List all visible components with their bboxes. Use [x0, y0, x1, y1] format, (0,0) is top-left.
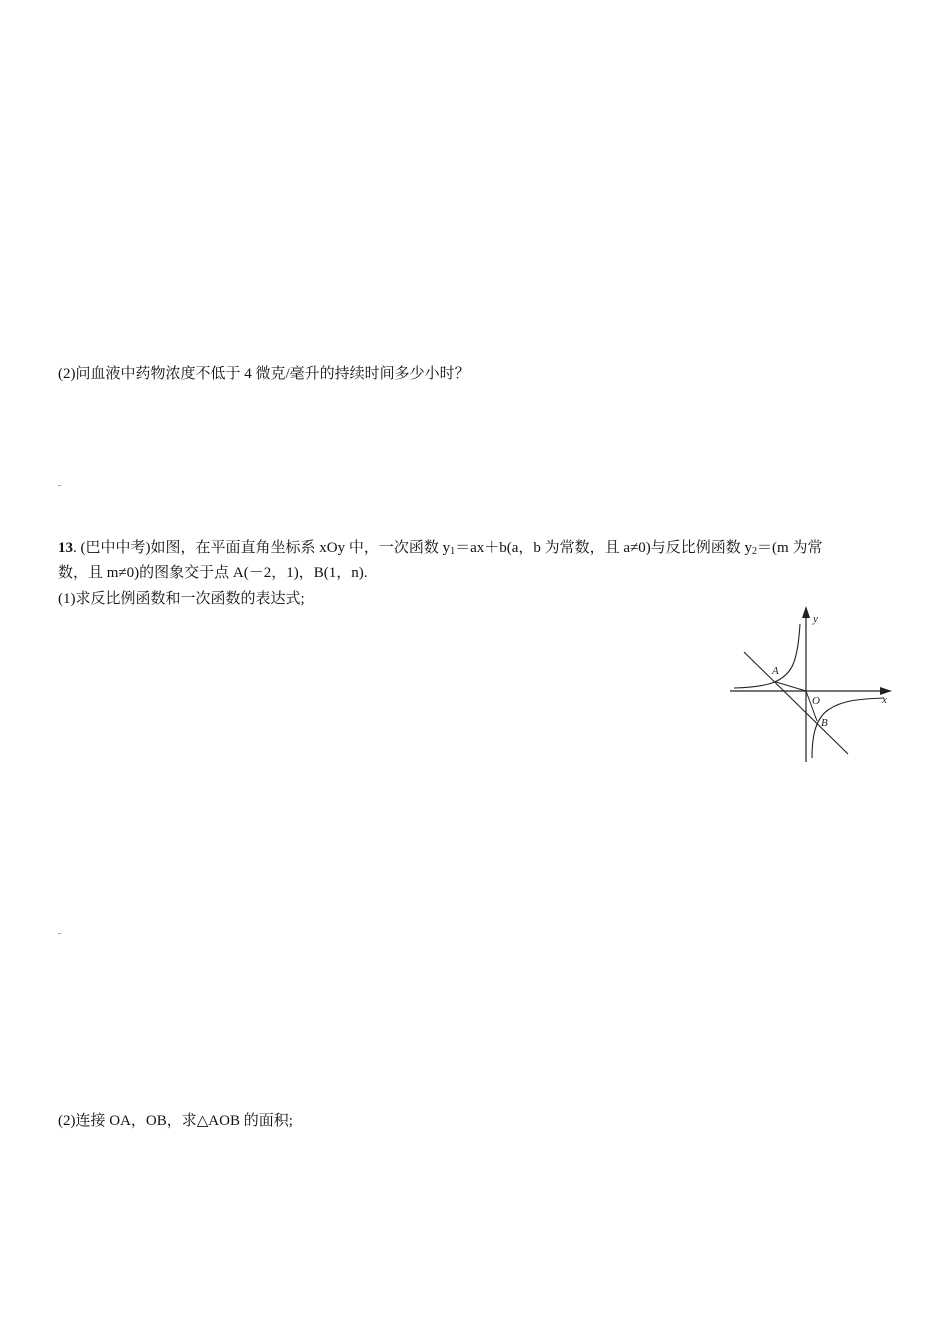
answer-space-marker: [58, 485, 61, 486]
point-b-label: B: [821, 717, 828, 729]
question-13-line-1: [58, 537, 822, 563]
question-text-b: ＝ax＋b(a，b 为常数，且 a≠0)与反比例函数 y: [455, 540, 753, 556]
question-13-part-1: (1)求反比例函数和一次函数的表达式;: [58, 591, 305, 607]
axis-y-label: y: [813, 613, 818, 625]
question-source: . (巴中中考): [73, 540, 151, 556]
question-number: 13: [58, 540, 73, 556]
question-text-c: ＝(m 为常: [757, 540, 823, 556]
question-13-part-2: (2)连接 OA，OB，求△AOB 的面积;: [58, 1113, 293, 1129]
axis-x-label: x: [882, 694, 887, 706]
y1-subscript: 1: [450, 546, 456, 557]
coordinate-figure: [724, 602, 894, 764]
question-13-line-2: 数，且 m≠0)的图象交于点 A(－2，1)，B(1，n).: [58, 565, 368, 581]
point-a-label: A: [772, 665, 779, 677]
hyperbola-branch-upper-left: [734, 624, 800, 688]
previous-question-part-2: (2)问血液中药物浓度不低于 4 微克/毫升的持续时间多少小时？: [58, 366, 470, 382]
y-axis-arrow: [802, 606, 810, 618]
y2-subscript: 2: [752, 546, 758, 557]
answer-space-marker-2: [58, 933, 61, 934]
question-text-a: 如图，在平面直角坐标系 xOy 中，一次函数 y: [150, 540, 451, 556]
linear-function-line: [744, 652, 848, 754]
origin-label: O: [812, 695, 820, 707]
coordinate-plane-svg: [724, 602, 894, 764]
segment-oa: [776, 682, 806, 691]
